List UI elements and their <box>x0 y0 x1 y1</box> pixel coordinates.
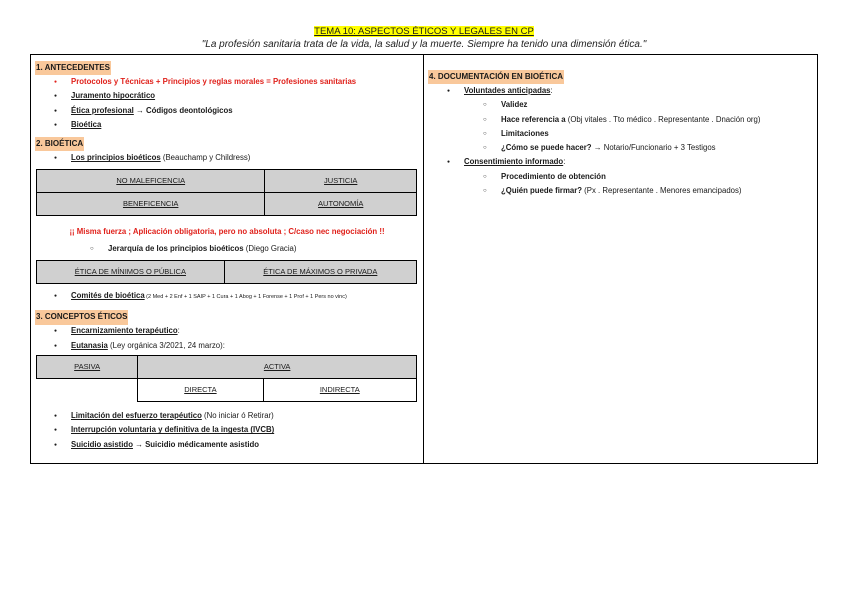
section-heading-bioetica: 2. BIOÉTICA <box>35 137 84 151</box>
table-cell: AUTONOMÍA <box>265 193 417 216</box>
list-item: ● Comités de bioética (2 Med + 2 Enf + 1 SAIP + 1 Cura + 1 Abog + 1 Forense + 1 Prof + 1 Pers no vinc) <box>35 289 419 304</box>
list-item: ● Juramento hipocrático <box>35 89 419 103</box>
documentacion-list <box>428 84 813 198</box>
warning-note: ¡¡ Misma fuerza ; Aplicación obligatoria, pero no absoluta ; C/caso nec negociación !! <box>69 227 385 237</box>
document-quote: "La profesión sanitaria trata de la vida, la salud y la muerte. Siempre ha tenido una dimensión ética." <box>201 39 647 50</box>
table-cell: ÉTICA DE MÍNIMOS O PÚBLICA <box>37 261 225 284</box>
table-cell: JUSTICIA <box>265 170 417 193</box>
table-cell: BENEFICENCIA <box>37 193 265 216</box>
table-cell: NO MALEFICENCIA <box>37 170 265 193</box>
list-item: ● Protocolos y Técnicas + Principios y reglas morales = Profesiones sanitarias <box>35 75 419 89</box>
section-heading-antecedentes: 1. ANTECEDENTES <box>35 61 111 75</box>
table-cell: ÉTICA DE MÁXIMOS O PRIVADA <box>224 261 416 284</box>
list-item: ● Bioética <box>35 118 419 132</box>
table-cell: PASIVA <box>37 355 138 378</box>
left-column <box>35 61 419 452</box>
ethics-table <box>36 260 417 284</box>
antecedentes-list <box>35 75 419 132</box>
list-item: ● Ética profesional → Códigos deontológicos <box>35 104 419 118</box>
document-title: TEMA 10: ASPECTOS ÉTICOS Y LEGALES EN CP <box>314 26 534 37</box>
conceptos-list <box>35 324 419 353</box>
eutanasia-table <box>36 355 417 402</box>
list-item: ● Eutanasia (Ley orgánica 3/2021, 24 marzo): <box>35 339 419 353</box>
list-item: ● Limitación del esfuerzo terapéutico (No iniciar ó Retirar) <box>35 409 419 423</box>
bioetica-list <box>35 151 419 165</box>
right-column <box>428 70 813 198</box>
list-item: ● Encarnizamiento terapéutico: <box>35 324 419 338</box>
list-item: ○ Validez <box>428 98 813 112</box>
table-cell-empty <box>37 378 138 401</box>
table-cell: DIRECTA <box>138 378 263 401</box>
list-item: ○ Procedimiento de obtención <box>428 170 813 184</box>
list-item: ○ ¿Quién puede firmar? (Px . Representante . Menores emancipados) <box>428 184 813 198</box>
list-item: ● Los principios bioéticos (Beauchamp y Childress) <box>35 151 419 165</box>
jerarquia-list <box>35 242 419 256</box>
comites-list <box>35 289 419 304</box>
list-item: ● Consentimiento informado: <box>428 155 813 169</box>
list-item: ○ Hace referencia a (Obj vitales . Tto médico . Representante . Dnación org) <box>428 113 813 127</box>
column-divider <box>423 54 424 464</box>
table-cell: ACTIVA <box>138 355 417 378</box>
list-item: ● Voluntades anticipadas: <box>428 84 813 98</box>
principles-table <box>36 169 417 216</box>
conceptos-list-2 <box>35 409 419 452</box>
list-item: ○ ¿Cómo se puede hacer? → Notario/Funcionario + 3 Testigos <box>428 141 813 155</box>
section-heading-conceptos: 3. CONCEPTOS ÉTICOS <box>35 310 128 324</box>
section-heading-documentacion: 4. DOCUMENTACIÓN EN BIOÉTICA <box>428 70 564 84</box>
list-item: ● Suicidio asistido → Suicidio médicamente asistido <box>35 438 419 452</box>
list-item: ● Interrupción voluntaria y definitiva de la ingesta (IVCB) <box>35 423 419 437</box>
list-item: ○ Jerarquía de los principios bioéticos (Diego Gracia) <box>35 242 419 256</box>
list-item: ○ Limitaciones <box>428 127 813 141</box>
table-cell: INDIRECTA <box>263 378 416 401</box>
